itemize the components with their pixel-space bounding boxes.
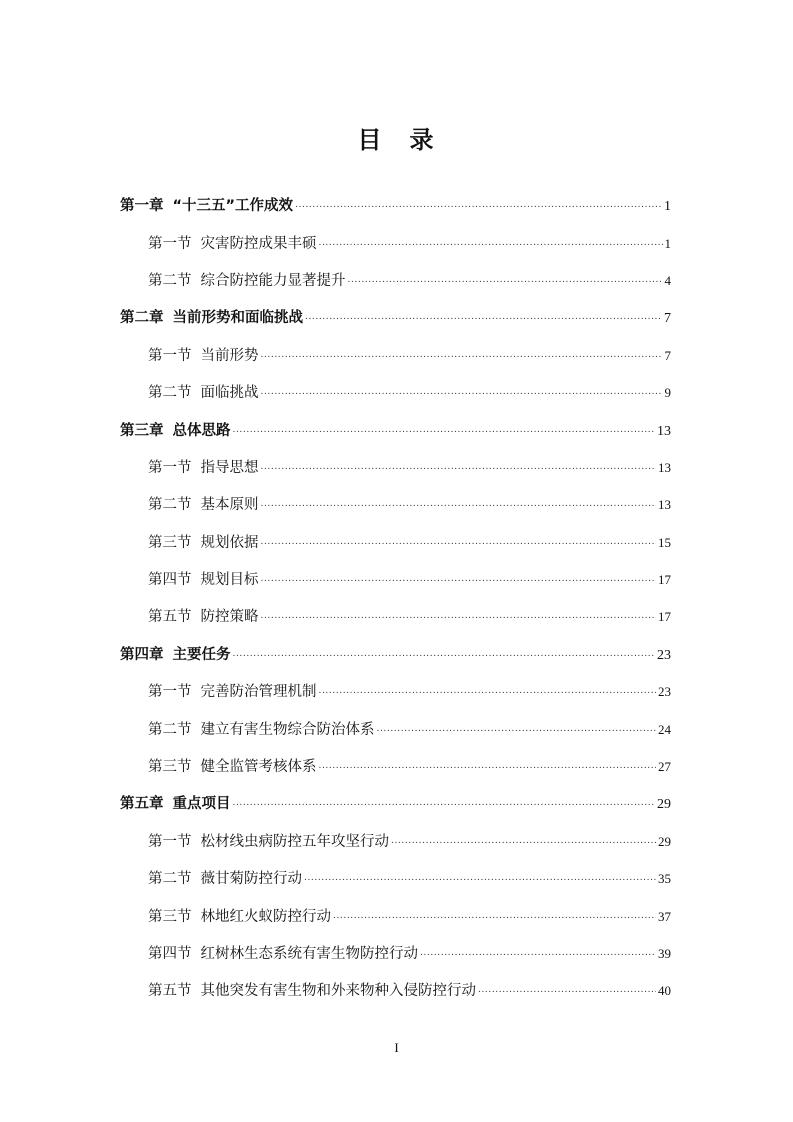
toc-entry-title: 规划目标 <box>200 572 259 589</box>
toc-entry-page: 23 <box>657 647 671 663</box>
toc-entry-title: 其他突发有害生物和外来物种入侵防控行动 <box>200 983 476 1000</box>
toc-entry-number: 第二节 <box>148 721 192 738</box>
toc-entry-page: 29 <box>657 797 671 813</box>
toc-entry-10[interactable] <box>0 560 793 597</box>
toc-entry-page: 7 <box>664 347 671 363</box>
toc-entry-number: 第二节 <box>148 272 192 289</box>
dot-leader <box>377 724 657 734</box>
toc-entry-title: 当前形势和面临挑战 <box>172 310 303 327</box>
toc-entry-title: 建立有害生物综合防治体系 <box>200 721 375 738</box>
table-of-contents <box>0 186 793 1009</box>
toc-entry-title: 基本原则 <box>200 497 259 514</box>
dot-leader <box>233 425 656 435</box>
toc-entry-page: 1 <box>664 235 671 251</box>
toc-entry-page: 39 <box>658 946 671 961</box>
toc-entry-number: 第一节 <box>148 684 192 701</box>
page-number: I <box>394 1040 399 1055</box>
toc-entry-title: 防控策略 <box>200 609 259 626</box>
dot-leader <box>319 761 657 771</box>
toc-entry-title: 主要任务 <box>172 646 231 663</box>
dot-leader <box>319 238 663 248</box>
toc-entry-number: 第三节 <box>148 908 192 925</box>
dot-leader <box>391 836 656 846</box>
title-part-1: 目 <box>357 126 384 154</box>
dot-leader <box>261 462 657 472</box>
toc-entry-page: 29 <box>658 833 671 849</box>
title-part-2: 录 <box>409 126 436 154</box>
dot-leader <box>261 350 663 360</box>
toc-entry-page: 37 <box>658 908 671 924</box>
toc-entry-title: 规划依据 <box>200 534 259 551</box>
toc-entry-number: 第四章 <box>120 646 164 663</box>
toc-entry-number: 第五节 <box>148 609 192 626</box>
dot-leader <box>348 275 663 285</box>
toc-entry-page: 13 <box>657 423 671 439</box>
toc-entry-title: 综合防控能力显著提升 <box>200 272 346 289</box>
toc-entry-7[interactable] <box>0 448 793 485</box>
toc-entry-page: 27 <box>658 759 671 775</box>
toc-entry-number: 第三章 <box>120 422 164 439</box>
dot-leader <box>261 574 657 584</box>
dot-leader <box>233 798 656 808</box>
toc-entry-number: 第二节 <box>148 385 192 402</box>
dot-leader <box>261 611 657 621</box>
toc-entry-1[interactable] <box>0 223 793 260</box>
toc-entry-page: 40 <box>658 983 671 999</box>
toc-entry-number: 第一节 <box>148 833 192 850</box>
toc-entry-title: 薇甘菊防控行动 <box>200 871 302 888</box>
toc-entry-number: 第五章 <box>120 796 164 813</box>
toc-entry-page: 13 <box>658 497 671 513</box>
toc-entry-page: 7 <box>664 311 671 327</box>
dot-leader <box>305 312 662 322</box>
toc-entry-page: 17 <box>658 572 671 588</box>
toc-entry-20[interactable] <box>0 934 793 971</box>
dot-leader <box>333 911 656 921</box>
toc-entry-number: 第四节 <box>148 946 192 962</box>
toc-entry-number: 第二章 <box>120 310 164 327</box>
toc-entry-12[interactable] <box>0 635 793 672</box>
toc-entry-title: 红树林生态系统有害生物防控行动 <box>200 946 418 962</box>
toc-entry-page: 23 <box>658 684 671 700</box>
toc-entry-18[interactable] <box>0 859 793 896</box>
toc-entry-title: 健全监管考核体系 <box>200 759 317 776</box>
toc-entry-8[interactable] <box>0 485 793 522</box>
toc-entry-title: 完善防治管理机制 <box>200 684 317 701</box>
dot-leader <box>304 873 656 883</box>
toc-entry-number: 第一章 <box>120 198 164 215</box>
toc-entry-11[interactable] <box>0 597 793 634</box>
toc-entry-5[interactable] <box>0 373 793 410</box>
toc-entry-title: 面临挑战 <box>200 385 259 402</box>
toc-entry-number: 第一节 <box>148 235 192 252</box>
toc-entry-page: 4 <box>664 272 671 288</box>
dot-leader <box>233 649 656 659</box>
toc-entry-13[interactable] <box>0 672 793 709</box>
dot-leader <box>420 948 656 958</box>
toc-entry-page: 15 <box>658 534 671 550</box>
toc-entry-15[interactable] <box>0 747 793 784</box>
toc-entry-title: 林地红火蚁防控行动 <box>200 908 331 925</box>
toc-entry-17[interactable] <box>0 822 793 859</box>
dot-leader <box>478 985 656 995</box>
toc-entry-number: 第五节 <box>148 983 192 1000</box>
page-title <box>0 120 793 155</box>
dot-leader <box>261 387 663 397</box>
toc-entry-6[interactable] <box>0 410 793 447</box>
toc-entry-page: 1 <box>664 199 671 215</box>
toc-entry-19[interactable] <box>0 896 793 933</box>
toc-entry-title: “十三五”工作成效 <box>172 198 294 215</box>
toc-entry-page: 13 <box>658 459 671 475</box>
toc-entry-16[interactable] <box>0 784 793 821</box>
toc-entry-title: 当前形势 <box>200 347 259 364</box>
toc-entry-3[interactable] <box>0 298 793 335</box>
toc-entry-number: 第三节 <box>148 534 192 551</box>
dot-leader <box>261 537 657 547</box>
toc-entry-title: 总体思路 <box>172 422 231 439</box>
dot-leader <box>295 200 662 210</box>
toc-entry-title: 灾害防控成果丰硕 <box>200 235 317 252</box>
toc-entry-page: 9 <box>664 385 671 401</box>
toc-entry-number: 第二节 <box>148 497 192 514</box>
toc-entry-number: 第一节 <box>148 347 192 364</box>
toc-entry-9[interactable] <box>0 523 793 560</box>
toc-entry-2[interactable] <box>0 261 793 298</box>
toc-entry-number: 第三节 <box>148 759 192 776</box>
toc-entry-page: 24 <box>658 721 671 737</box>
toc-entry-14[interactable] <box>0 709 793 746</box>
dot-leader <box>319 686 657 696</box>
dot-leader <box>261 499 657 509</box>
toc-entry-title: 重点项目 <box>172 796 231 813</box>
toc-entry-title: 指导思想 <box>200 459 259 476</box>
toc-entry-0[interactable] <box>0 186 793 223</box>
toc-entry-21[interactable] <box>0 971 793 1008</box>
toc-entry-number: 第一节 <box>148 459 192 476</box>
toc-entry-number: 第二节 <box>148 871 192 888</box>
toc-entry-number: 第四节 <box>148 572 192 589</box>
toc-entry-4[interactable] <box>0 336 793 373</box>
toc-entry-title: 松材线虫病防控五年攻坚行动 <box>200 833 389 850</box>
toc-entry-page: 35 <box>658 871 671 887</box>
toc-entry-page: 17 <box>658 609 671 625</box>
